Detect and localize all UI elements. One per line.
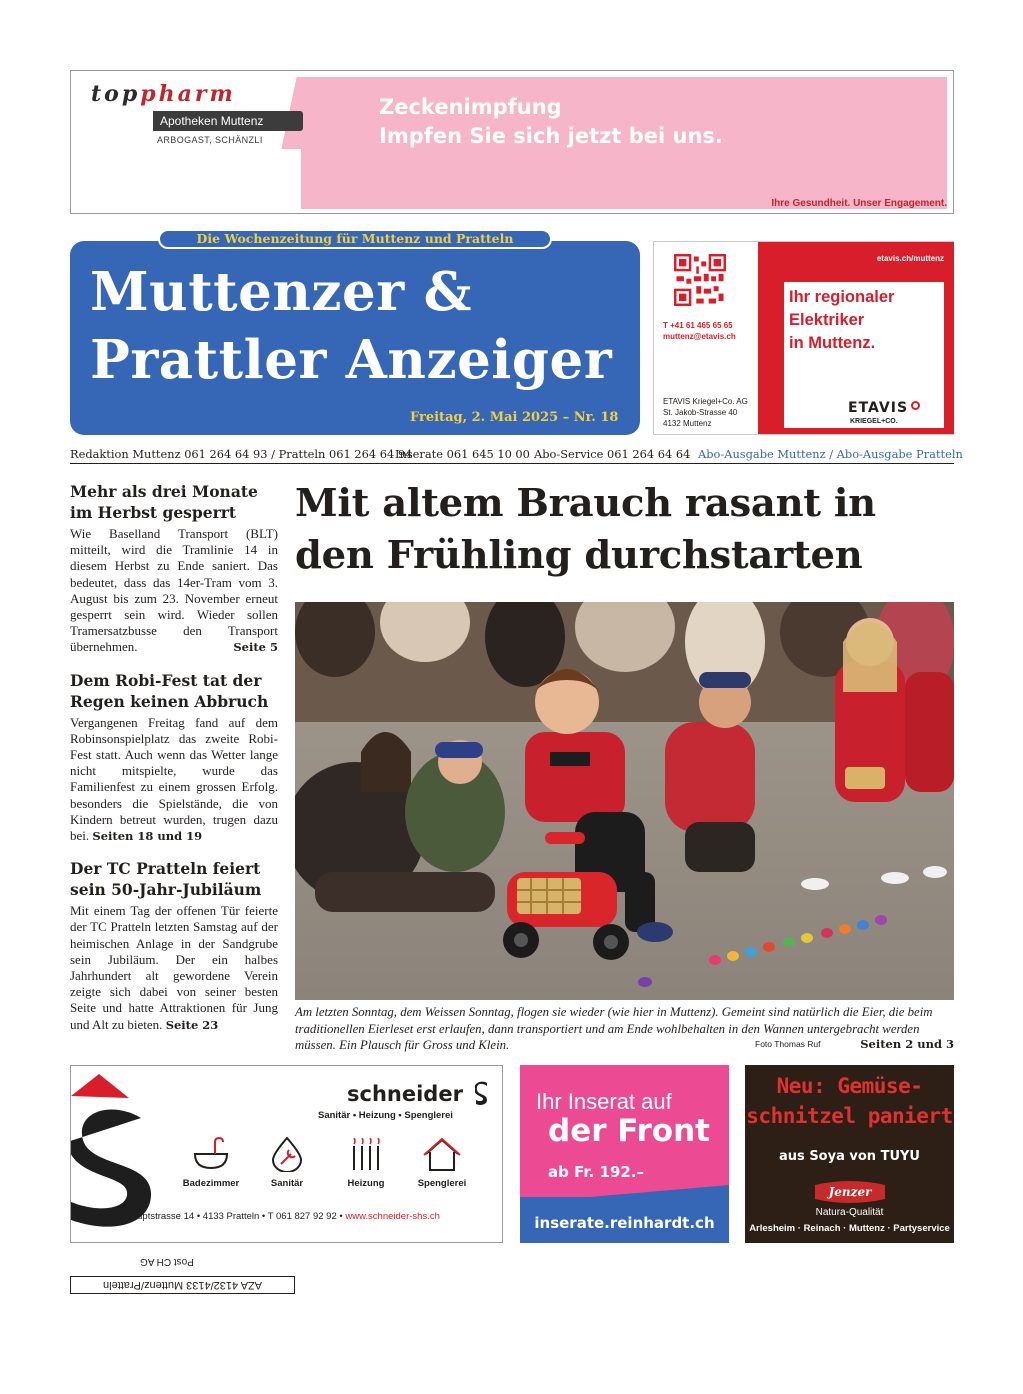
etavis-address [663, 396, 748, 429]
pharmacy-subbrand: Apotheken Muttenz [153, 111, 303, 131]
pharmacy-tagline: Ihre Gesundheit. Unser Engagement. [771, 198, 947, 209]
schneider-url[interactable]: www.schneider-shs.ch [345, 1211, 440, 1222]
newspaper-title [90, 258, 612, 394]
radiator-icon [346, 1136, 386, 1172]
contact-bar [70, 444, 963, 464]
issue-date: Freitag, 2. Mai 2025 – Nr. 18 [410, 410, 619, 425]
etavis-logo-text: ETAVIS [848, 400, 909, 416]
qr-code-icon[interactable] [674, 254, 726, 306]
toppharm-wordmark [91, 81, 236, 107]
main-photo[interactable] [295, 602, 954, 1000]
etavis-street: St. Jakob-Strasse 40 [663, 408, 738, 417]
etavis-slogan-box [784, 282, 944, 428]
etavis-phone: T +41 61 465 65 65 [663, 321, 733, 330]
etavis-logo-sub: KRIEGEL+CO. [850, 418, 898, 425]
front-ad[interactable] [520, 1065, 729, 1243]
service-label: Heizung [347, 1178, 385, 1189]
etavis-company: ETAVIS Kriegel+Co. AG [663, 397, 748, 406]
brief-blt[interactable] [70, 481, 278, 656]
brief-robi-fest[interactable] [70, 670, 278, 845]
abo-service-contact: Abo-Service 061 264 64 64 [534, 447, 691, 461]
postal-carrier: Post CH AG [140, 1256, 194, 1267]
brief-body: Vergangenen Freitag fand auf dem Robinsonspielplatz das zweite Robi-Fest statt. Auch wenn das Wetter lange nicht mitspielte, wurde das Familienfest zu einem grossen Erfolg. besonders die Spielstände, die von Kindern betreut wurden, trugen dazu bei. [70, 714, 278, 844]
etavis-url[interactable]: etavis.ch/muttenz [876, 254, 944, 263]
postal-address-box: AZA 4132/4133 Muttenz/Pratteln [70, 1276, 295, 1294]
masthead-ribbon: Die Wochenzeitung für Muttenz und Pratteln [158, 229, 552, 249]
house-icon [422, 1136, 462, 1172]
front-ad-url[interactable]: inserate.reinhardt.ch [520, 1197, 729, 1243]
brand-part-2: pharm [140, 81, 236, 107]
service-label: Sanitär [270, 1178, 304, 1189]
main-headline[interactable] [295, 478, 935, 582]
brief-text [70, 715, 278, 845]
etavis-slogan-2: Elektriker [789, 311, 865, 329]
photo-caption: Am letzten Sonntag, dem Weissen Sonntag, flogen sie wieder (wie hier in Muttenz). Gemeint sind natürlich die Eier, die beim traditionellen Eierleset erst erlaufen, dann transportiert und am Ende wohlbehalten in den Wannen untergebracht werden müssen. Ein Plausch für Gross und Klein. [295, 1005, 933, 1052]
schneider-wordmark: schneider [347, 1082, 463, 1106]
schneider-address [125, 1211, 440, 1222]
title-line-1: Muttenzer & [90, 261, 472, 323]
brief-page-ref: Seite 23 [165, 1017, 219, 1032]
tuyu-subline: aus Soya von TUYU [779, 1149, 920, 1164]
brief-text [70, 526, 278, 656]
brief-text [70, 903, 278, 1033]
redaktion-contact: Redaktion Muttenz 061 264 64 93 / Pratteln 061 264 64 94 [70, 447, 413, 461]
photo-credit: Foto Thomas Ruf [755, 1039, 821, 1049]
front-ad-line-2: der Front [548, 1113, 710, 1149]
tuyu-ad[interactable] [745, 1065, 954, 1243]
brief-body: Wie Baselland Transport (BLT) mitteilt, wird die Tramlinie 14 in diesem Herbst zu Ende saniert. Das bedeutet, dass das 14er-Tram vom 3. August bis zum 23. November erneut gesperrt sein wird. Wieder sollen Tramersatzbusse den Transport übernehmen. [70, 526, 278, 655]
etavis-slogan-3: in Muttenz. [789, 334, 876, 352]
title-line-2: Prattler Anzeiger [90, 329, 613, 391]
brief-page-ref: Seiten 18 und 19 [92, 829, 203, 844]
tuyu-quality: Natura-Qualität [815, 1207, 884, 1218]
etavis-ad[interactable] [653, 241, 954, 435]
schneider-ad[interactable] [70, 1065, 503, 1243]
pharmacy-headline-2: Impfen Sie sich jetzt bei uns. [379, 124, 723, 148]
brief-body: Mit einem Tag der offenen Tür feierte der TC Pratteln letzten Samstag auf der heimischen Anlage in der Sandgrube sein Jubiläum. Der ein halbes Jahrhundert alt gewordene Verein zeigte sich dabei von seiner besten Seite und hatte Attraktionen für Jung und Alt zu bieten. [70, 903, 278, 1032]
brief-title: Der TC Pratteln feiert sein 50-Jahr-Jubiläum [70, 859, 262, 900]
brief-title: Dem Robi-Fest tat der Regen keinen Abbruch [70, 670, 269, 711]
tuyu-headline-2: schnitzel paniert [746, 1104, 953, 1128]
tuyu-locations: Arlesheim · Reinach · Muttenz · Partyservice [749, 1223, 950, 1234]
schneider-mark-icon [475, 1078, 489, 1108]
etavis-slogan [789, 286, 894, 355]
pharmacy-headline-1: Zeckenimpfung [379, 95, 562, 119]
tuyu-headline-1: Neu: Gemüse- [776, 1074, 923, 1098]
jenzer-logo-text: Jenzer [828, 1185, 872, 1199]
brief-page-ref: Seite 5 [233, 640, 278, 655]
brief-title: Mehr als drei Monate im Herbst gesperrt [70, 482, 258, 522]
brief-tc-pratteln[interactable] [70, 858, 278, 1033]
tuyu-headline [745, 1071, 954, 1131]
inserate-contact: Inserate 061 645 10 00 [395, 447, 530, 461]
front-ad-line-1: Ihr Inserat auf [536, 1089, 672, 1114]
headline-line-1: Mit altem Brauch rasant in [295, 481, 876, 526]
service-heizung [336, 1136, 396, 1189]
toppharm-logo [75, 77, 375, 207]
service-label: Badezimmer [182, 1178, 240, 1189]
etavis-slogan-1: Ihr regionaler [789, 288, 895, 306]
pharmacy-names: ARBOGAST, SCHÄNZLI [157, 135, 263, 145]
news-briefs [70, 481, 278, 1047]
schneider-tagline: Sanitär • Heizung • Spenglerei [318, 1110, 453, 1121]
drop-wrench-icon [267, 1136, 307, 1172]
service-sanitaer [257, 1136, 317, 1189]
service-badezimmer [181, 1136, 241, 1189]
brand-part-1: top [91, 81, 141, 107]
service-spenglerei [412, 1136, 472, 1189]
headline-line-2: den Frühling durchstarten [295, 533, 863, 578]
etavis-contact [663, 320, 736, 342]
power-icon [911, 401, 920, 410]
pharmacy-ad[interactable] [70, 70, 954, 214]
service-label: Spenglerei [417, 1178, 467, 1189]
main-story-page-ref[interactable]: Seiten 2 und 3 [860, 1037, 954, 1051]
front-ad-price: ab Fr. 192.– [548, 1163, 645, 1181]
etavis-email[interactable]: muttenz@etavis.ch [663, 332, 736, 341]
jenzer-logo [811, 1181, 889, 1203]
bathtub-icon [191, 1136, 231, 1172]
pharmacy-headline [379, 93, 723, 151]
schneider-address-text: Hauptstrasse 14 • 4133 Pratteln • T 061 827 92 92 • [125, 1211, 346, 1222]
etavis-logo [848, 400, 920, 416]
abo-ausgabe-link[interactable]: Abo-Ausgabe Muttenz / Abo-Ausgabe Pratteln [698, 447, 963, 461]
etavis-city: 4132 Muttenz [663, 419, 712, 428]
